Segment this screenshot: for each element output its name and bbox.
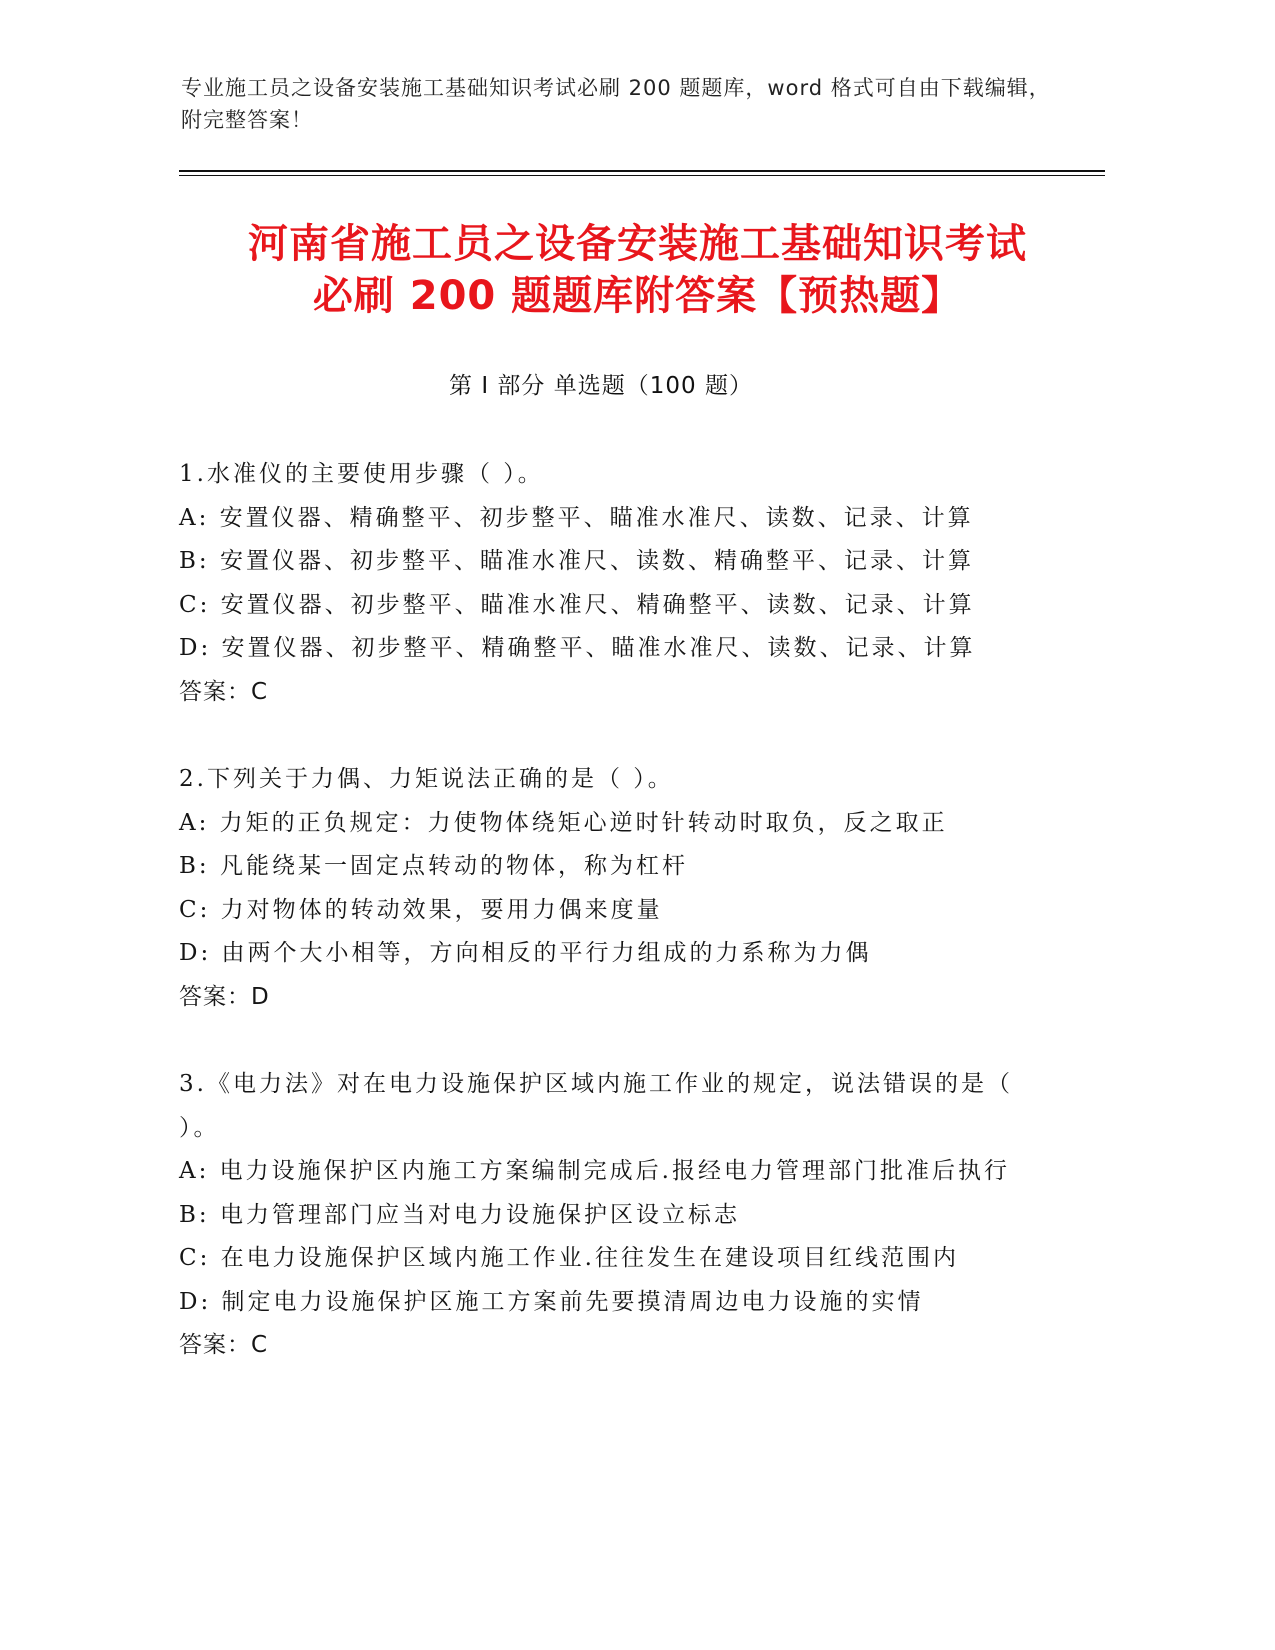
- document-title-line-1: 河南省施工员之设备安装施工基础知识考试: [248, 221, 1027, 267]
- answer: 答案：D: [179, 983, 270, 1010]
- option-a: A: 电力设施保护区内施工方案编制完成后.报经电力管理部门批准后执行: [179, 1158, 1010, 1184]
- header-divider-thin: [179, 175, 1105, 176]
- option-b: B: 凡能绕某一固定点转动的物体，称为杠杆: [179, 853, 688, 879]
- question-stem: 3.《电力法》对在电力设施保护区域内施工作业的规定，说法错误的是（ ）。: [179, 1071, 1013, 1141]
- section-title: 第 I 部分 单选题（100 题）: [449, 373, 753, 399]
- question-3: [179, 1063, 1039, 1368]
- option-c: C: 力对物体的转动效果，要用力偶来度量: [179, 896, 663, 923]
- answer: 答案：C: [179, 1332, 269, 1358]
- header-note: 专业施工员之设备安装施工基础知识考试必刷 200 题题库，word 格式可自由下载编辑，附完整答案！: [181, 76, 1051, 132]
- option-d: D: 由两个大小相等，方向相反的平行力组成的力系称为力偶: [179, 940, 872, 966]
- document-title-line-2: 必刷 200 题题库附答案【预热题】: [312, 273, 963, 319]
- option-d: D: 安置仪器、初步整平、精确整平、瞄准水准尺、读数、记录、计算: [179, 635, 976, 661]
- option-d: D: 制定电力设施保护区施工方案前先要摸清周边电力设施的实情: [179, 1288, 924, 1315]
- option-a: A: 力矩的正负规定：力使物体绕矩心逆时针转动时取负，反之取正: [179, 809, 948, 836]
- document-title: [150, 218, 1125, 322]
- option-a: A: 安置仪器、精确整平、初步整平、瞄准水准尺、读数、记录、计算: [179, 504, 974, 531]
- option-c: C: 在电力设施保护区域内施工作业.往往发生在建设项目红线范围内: [179, 1245, 959, 1271]
- question-stem: 2.下列关于力偶、力矩说法正确的是（ ）。: [179, 766, 674, 792]
- question-stem: 1.水准仪的主要使用步骤（ ）。: [179, 461, 544, 487]
- header-divider-thick: [179, 170, 1105, 172]
- option-b: B: 安置仪器、初步整平、瞄准水准尺、读数、精确整平、记录、计算: [179, 548, 974, 574]
- question-1: [179, 453, 1039, 714]
- question-2: [179, 758, 1039, 1019]
- option-b: B: 电力管理部门应当对电力设施保护区设立标志: [179, 1201, 740, 1228]
- option-c: C: 安置仪器、初步整平、瞄准水准尺、精确整平、读数、记录、计算: [179, 591, 975, 618]
- answer: 答案：C: [179, 678, 269, 705]
